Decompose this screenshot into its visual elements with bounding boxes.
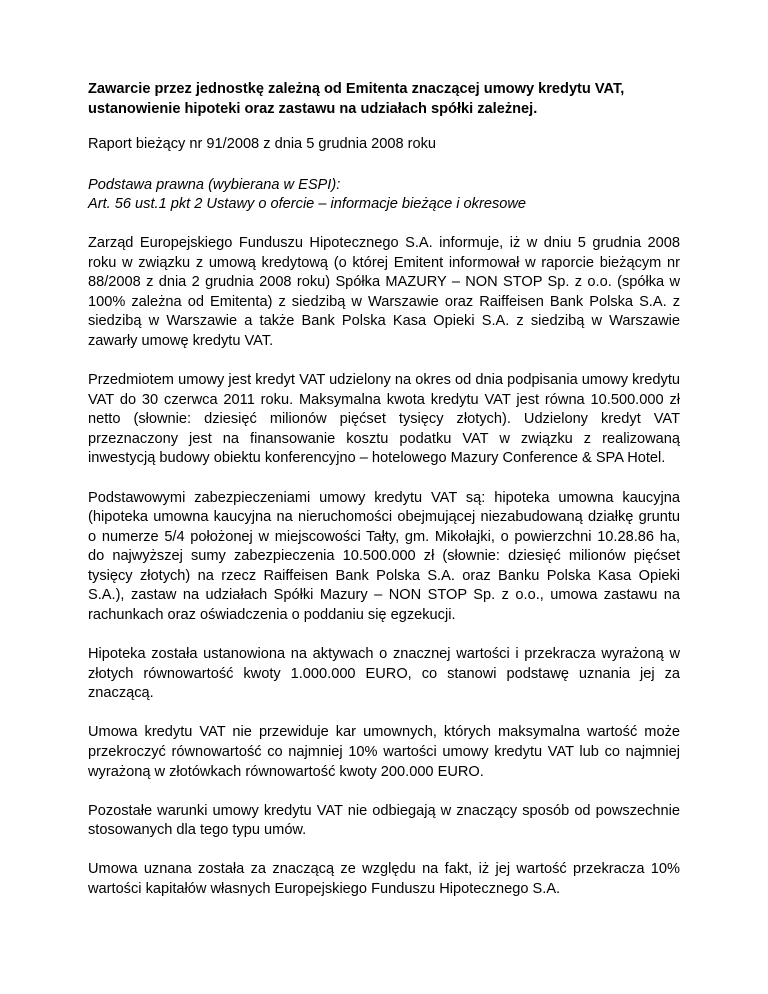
report-number: Raport bieżący nr 91/2008 z dnia 5 grudnia 2008 roku [88, 136, 437, 153]
paragraph-other-terms: Pozostałe warunki umowy kredytu VAT nie odbiegają w znaczący sposób od powszechnie stosowanych dla tego typu umów. [88, 802, 680, 839]
paragraph-penalties: Umowa kredytu VAT nie przewiduje kar umownych, których maksymalna wartość może przekroczyć równowartość co najmniej 10% wartości umowy kredytu VAT lub co najmniej wyrażoną w złotówkach równowartość kwoty 200.000 EURO. [88, 724, 680, 780]
paragraph-securities: Podstawowymi zabezpieczeniami umowy kredytu VAT są: hipoteka umowna kaucyjna (hipoteka umowna kaucyjna na nieruchomości obejmującej niezabudowaną działkę gruntu o numerze 5/4 położonej w miejscowości Tałty, gm. Mikołajki, o powierzchni 10.28.86 ha, do najwyższej sumy zabezpieczenia 10.500.000 zł (słownie: dziesięć milionów pięćset tysięcy złotych) na rzecz Raiffeisen Bank Polska S.A. oraz Banku Polska Kasa Opieki S.A.), zastaw na udziałach Spółki Mazury – NON STOP Sp. z o.o., umowa zastawu na rachunkach oraz oświadczenia o poddaniu się egzekucji. [88, 489, 680, 624]
paragraph-mortgage: Hipoteka została ustanowiona na aktywach o znacznej wartości i przekracza wyrażoną w złotych równowartość kwoty 1.000.000 EURO, co stanowi podstawę uznania jej za znaczącą. [88, 646, 680, 702]
paragraph-significance: Umowa uznana została za znaczącą ze względu na fakt, iż jej wartość przekracza 10% wartości kapitałów własnych Europejskiego Funduszu Hipotecznego S.A. [88, 861, 680, 897]
paragraph-announcement: Zarząd Europejskiego Funduszu Hipotecznego S.A. informuje, iż w dniu 5 grudnia 2008 roku w związku z umową kredytową (o której Emitent informował w raporcie bieżącym nr 88/2008 z dnia 2 grudnia 2008 roku) Spółka MAZURY – NON STOP Sp. z o.o. (spółka w 100% zależna od Emitenta) z siedzibą w Warszawie oraz Raiffeisen Bank Polska S.A. z siedzibą w Warszawie a także Bank Polska Kasa Opieki S.A. z siedzibą w Warszawie zawarły umowę kredytu VAT. [88, 234, 680, 349]
legal-basis-value: Art. 56 ust.1 pkt 2 Ustawy o ofercie – informacje bieżące i okresowe [88, 196, 527, 213]
document-title: Zawarcie przez jednostkę zależną od Emitenta znaczącej umowy kredytu VAT, ustanowienie hipoteki oraz zastawu na udziałach spółki zależnej. [88, 81, 625, 117]
legal-basis-label: Podstawa prawna (wybierana w ESPI): [88, 176, 341, 193]
legal-basis [88, 176, 680, 215]
document-page [88, 80, 680, 919]
paragraph-subject: Przedmiotem umowy jest kredyt VAT udzielony na okres od dnia podpisania umowy kredytu VAT do 30 czerwca 2011 roku. Maksymalna kwota kredytu VAT jest równa 10.500.000 zł netto (słownie: dziesięć milionów pięćset tysięcy złotych). Udzielony kredyt VAT przeznaczony jest na finansowanie kosztu podatku VAT w związku z realizowaną inwestycją budowy obiektu konferencyjno – hotelowego Mazury Conference & SPA Hotel. [88, 372, 680, 467]
